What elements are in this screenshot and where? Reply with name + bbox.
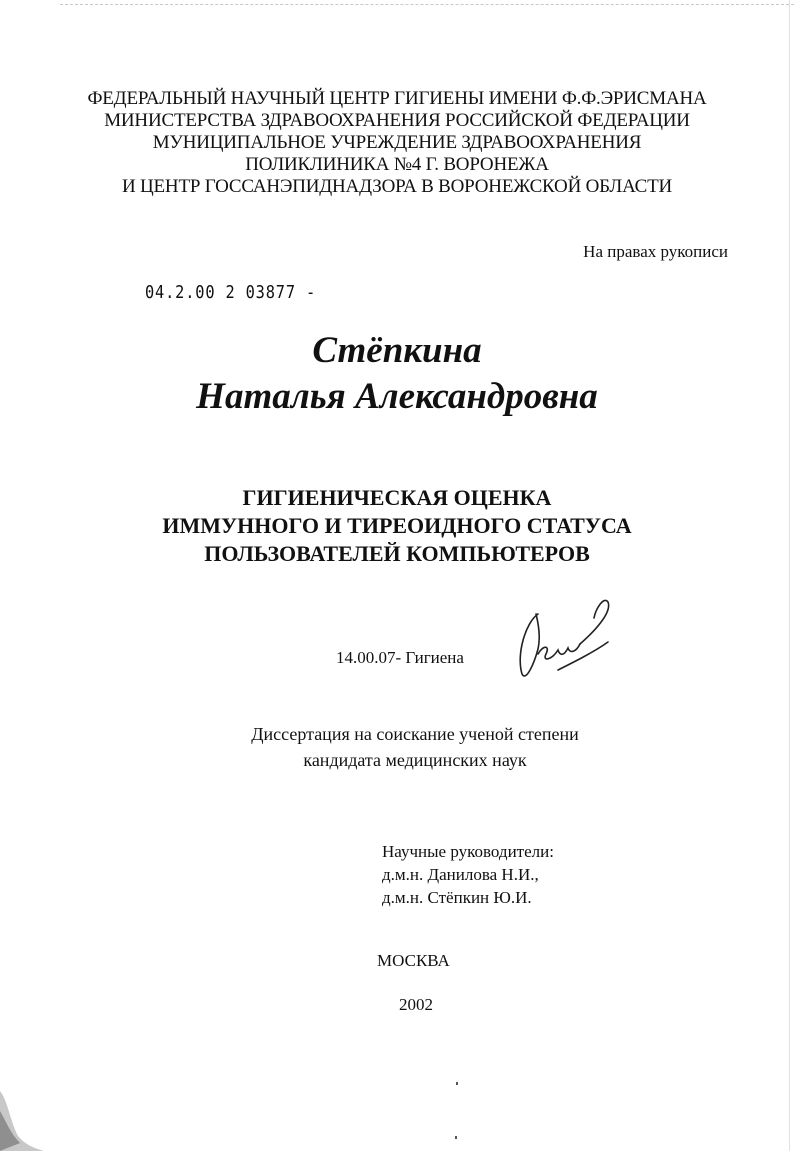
institution-line: МИНИСТЕРСТВА ЗДРАВООХРАНЕНИЯ РОССИЙСКОЙ ФЕДЕРАЦИИ	[104, 110, 690, 131]
scan-speck	[456, 1082, 458, 1085]
scan-edge-right	[789, 0, 790, 1151]
author-surname: Стёпкина	[312, 330, 482, 371]
dissertation-title	[0, 484, 794, 568]
institution-line: ФЕДЕРАЛЬНЫЙ НАУЧНЫЙ ЦЕНТР ГИГИЕНЫ ИМЕНИ Ф.Ф.ЭРИСМАНА	[87, 88, 707, 109]
degree-line: Диссертация на соискание ученой степени	[251, 724, 579, 744]
supervisor-name: д.м.н. Стёпкин Ю.И.	[382, 888, 532, 907]
title-line: ПОЛЬЗОВАТЕЛЕЙ КОМПЬЮТЕРОВ	[204, 541, 590, 566]
institution-line: МУНИЦИПАЛЬНОЕ УЧРЕЖДЕНИЕ ЗДРАВООХРАНЕНИЯ	[152, 132, 642, 153]
scan-speck	[455, 1136, 457, 1139]
scan-edge-top	[60, 4, 794, 5]
specialty-code: 14.00.07- Гигиена	[336, 648, 464, 667]
degree-statement	[0, 721, 794, 773]
inventory-number: 04.2.00 2 03877 -	[145, 282, 317, 303]
institution-line: И ЦЕНТР ГОССАНЭПИДНАДЗОРА В ВОРОНЕЖСКОЙ ОБЛАСТИ	[121, 176, 673, 197]
manuscript-rights: На правах рукописи	[583, 242, 728, 261]
supervisors-heading: Научные руководители:	[382, 842, 554, 861]
supervisor-name: д.м.н. Данилова Н.И.,	[382, 865, 539, 884]
scan-smudge	[0, 1081, 60, 1151]
year: 2002	[399, 995, 433, 1014]
author-given-names: Наталья Александровна	[196, 376, 598, 417]
supervisors-block	[382, 840, 554, 909]
institution-header	[40, 88, 754, 198]
title-line: ИММУННОГО И ТИРЕОИДНОГО СТАТУСА	[162, 513, 632, 538]
city: МОСКВА	[377, 951, 450, 970]
signature-icon	[508, 594, 618, 689]
title-line: ГИГИЕНИЧЕСКАЯ ОЦЕНКА	[242, 485, 552, 510]
degree-line: кандидата медицинских наук	[303, 750, 527, 770]
author-name	[0, 328, 794, 420]
institution-line: ПОЛИКЛИНИКА №4 Г. ВОРОНЕЖА	[245, 154, 549, 175]
